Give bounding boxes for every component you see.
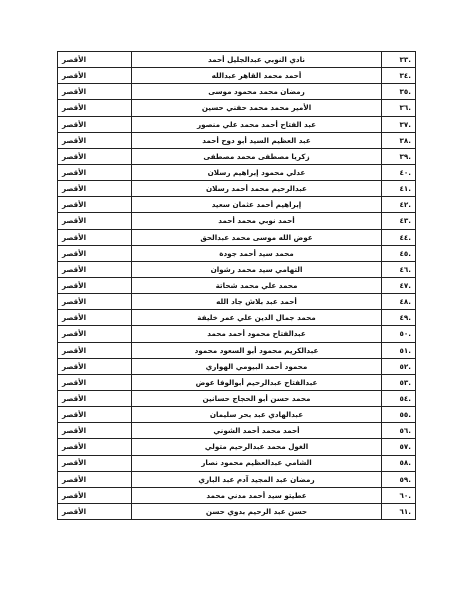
town-name: الأقصر [58, 197, 132, 213]
table-row [58, 487, 416, 503]
person-name: الأمير محمد محمد حفني حسين [132, 100, 382, 116]
table-row [58, 132, 416, 148]
table-row [58, 84, 416, 100]
town-name: الأقصر [58, 487, 132, 503]
row-number: .٤٥ [382, 245, 416, 261]
row-number: .٦٠ [382, 487, 416, 503]
row-number: .٤٤ [382, 229, 416, 245]
town-name: الأقصر [58, 164, 132, 180]
row-number: .٤٧ [382, 277, 416, 293]
person-name: زكريا مصطفى محمد مصطفى [132, 148, 382, 164]
town-name: الأقصر [58, 390, 132, 406]
row-number: .٥٩ [382, 471, 416, 487]
town-name: الأقصر [58, 277, 132, 293]
town-name: الأقصر [58, 342, 132, 358]
row-number: .٣٨ [382, 132, 416, 148]
town-name: الأقصر [58, 471, 132, 487]
person-name: حسن عبد الرحيم بدوي حسن [132, 503, 382, 519]
table-row [58, 261, 416, 277]
row-number: .٤٨ [382, 294, 416, 310]
table-row [58, 439, 416, 455]
town-name: الأقصر [58, 229, 132, 245]
town-name: الأقصر [58, 181, 132, 197]
person-name: عبدالكريم محمود أبو السعود محمود [132, 342, 382, 358]
person-name: محمود أحمد البيومي الهواري [132, 358, 382, 374]
person-name: عبدالهادي عبد بحر سليمان [132, 407, 382, 423]
town-name: الأقصر [58, 310, 132, 326]
row-number: .٦١ [382, 503, 416, 519]
town-name: الأقصر [58, 407, 132, 423]
row-number: .٥٦ [382, 423, 416, 439]
person-name: أحمد نوبي محمد أحمد [132, 213, 382, 229]
person-name: عبد الفتاح أحمد محمد علي منصور [132, 116, 382, 132]
town-name: الأقصر [58, 374, 132, 390]
table-row [58, 213, 416, 229]
person-name: رمضان عبد المجيد آدم عبد الباري [132, 471, 382, 487]
table-row [58, 197, 416, 213]
table-row [58, 471, 416, 487]
row-number: .٥٨ [382, 455, 416, 471]
table-row [58, 100, 416, 116]
row-number: .٤٢ [382, 197, 416, 213]
table-row [58, 310, 416, 326]
person-name: عبد العظيم السيد أبو دوح أحمد [132, 132, 382, 148]
row-number: .٤٩ [382, 310, 416, 326]
row-number: .٤٠ [382, 164, 416, 180]
person-name: أحمد محمد أحمد الشوني [132, 423, 382, 439]
row-number: .٥٤ [382, 390, 416, 406]
names-table [57, 51, 416, 520]
town-name: الأقصر [58, 423, 132, 439]
row-number: .٣٥ [382, 84, 416, 100]
table-row [58, 148, 416, 164]
row-number: .٤١ [382, 181, 416, 197]
town-name: الأقصر [58, 68, 132, 84]
table-row [58, 326, 416, 342]
town-name: الأقصر [58, 84, 132, 100]
person-name: الشامي عبدالعظيم محمود نصار [132, 455, 382, 471]
town-name: الأقصر [58, 294, 132, 310]
row-number: .٥٧ [382, 439, 416, 455]
town-name: الأقصر [58, 358, 132, 374]
town-name: الأقصر [58, 326, 132, 342]
document-page [57, 51, 415, 520]
table-row [58, 358, 416, 374]
town-name: الأقصر [58, 116, 132, 132]
row-number: .٥٢ [382, 358, 416, 374]
person-name: رمضان محمد محمود موسى [132, 84, 382, 100]
town-name: الأقصر [58, 213, 132, 229]
table-row [58, 52, 416, 68]
row-number: .٥٥ [382, 407, 416, 423]
person-name: إبراهيم أحمد عثمان سعيد [132, 197, 382, 213]
table-row [58, 390, 416, 406]
table-row [58, 423, 416, 439]
town-name: الأقصر [58, 100, 132, 116]
row-number: .٣٣ [382, 52, 416, 68]
person-name: عطيتو سيد أحمد مدني محمد [132, 487, 382, 503]
table-row [58, 374, 416, 390]
person-name: التهامي سيد محمد رشوان [132, 261, 382, 277]
row-number: .٣٩ [382, 148, 416, 164]
town-name: الأقصر [58, 132, 132, 148]
person-name: عبدالرحيم محمد أحمد رسلان [132, 181, 382, 197]
table-row [58, 245, 416, 261]
town-name: الأقصر [58, 148, 132, 164]
table-row [58, 503, 416, 519]
table-row [58, 68, 416, 84]
table-row [58, 181, 416, 197]
town-name: الأقصر [58, 503, 132, 519]
person-name: عبدالفتاح عبدالرحيم أبوالوفا عوض [132, 374, 382, 390]
table-row [58, 407, 416, 423]
town-name: الأقصر [58, 261, 132, 277]
table-row [58, 229, 416, 245]
row-number: .٤٣ [382, 213, 416, 229]
table-row [58, 342, 416, 358]
person-name: محمد علي محمد شحاتة [132, 277, 382, 293]
row-number: .٤٦ [382, 261, 416, 277]
row-number: .٣٤ [382, 68, 416, 84]
person-name: محمد حسن أبو الحجاج حسانين [132, 390, 382, 406]
row-number: .٣٦ [382, 100, 416, 116]
table-row [58, 164, 416, 180]
town-name: الأقصر [58, 455, 132, 471]
person-name: نادي النوبي عبدالجليل أحمد [132, 52, 382, 68]
row-number: .٥١ [382, 342, 416, 358]
person-name: محمد جمال الدين علي عمر خليفة [132, 310, 382, 326]
town-name: الأقصر [58, 439, 132, 455]
row-number: .٣٧ [382, 116, 416, 132]
person-name: الغول محمد عبدالرحيم متولي [132, 439, 382, 455]
person-name: عدلي محمود إبراهيم رسلان [132, 164, 382, 180]
person-name: أحمد محمد القاهر عبدالله [132, 68, 382, 84]
row-number: .٥٣ [382, 374, 416, 390]
person-name: محمد سيد أحمد جودة [132, 245, 382, 261]
person-name: عوض الله موسى محمد عبدالحق [132, 229, 382, 245]
person-name: عبدالفتاح محمود أحمد محمد [132, 326, 382, 342]
table-row [58, 277, 416, 293]
names-table-body [58, 52, 416, 520]
row-number: .٥٠ [382, 326, 416, 342]
town-name: الأقصر [58, 245, 132, 261]
table-row [58, 455, 416, 471]
person-name: أحمد عبد بلاش جاد الله [132, 294, 382, 310]
table-row [58, 294, 416, 310]
town-name: الأقصر [58, 52, 132, 68]
table-row [58, 116, 416, 132]
